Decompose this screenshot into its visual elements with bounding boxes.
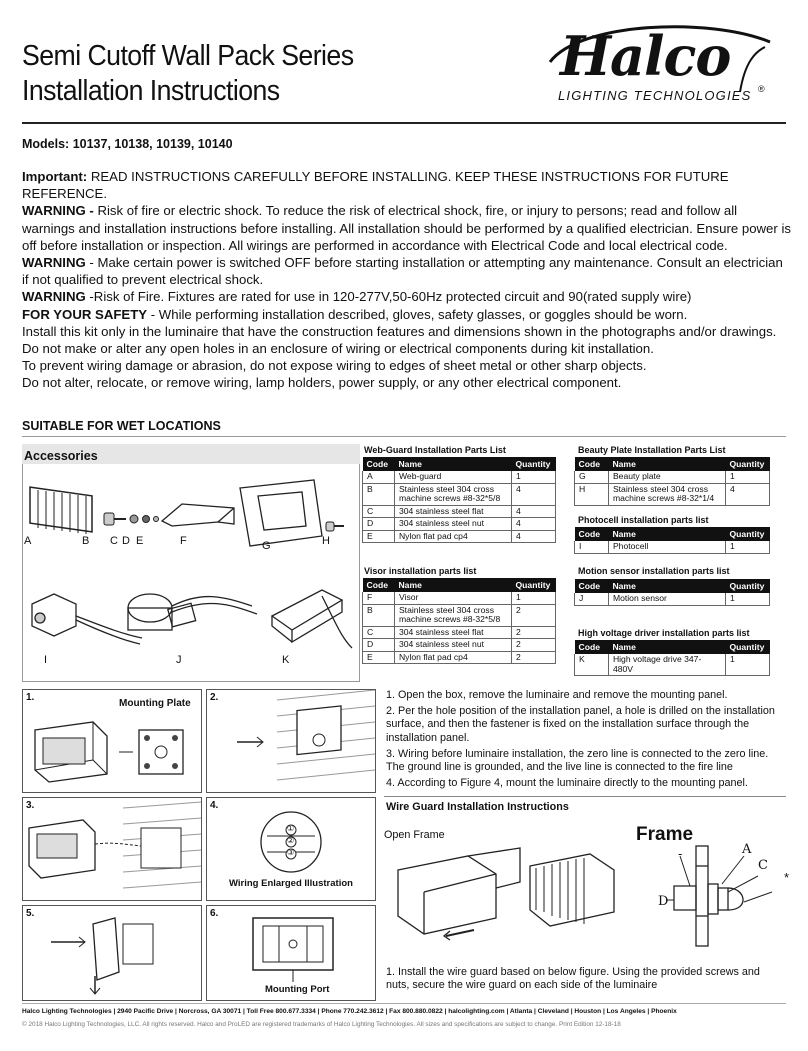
figure-5-drawing <box>23 906 201 1000</box>
suitable-wet-locations: SUITABLE FOR WET LOCATIONS <box>22 419 221 433</box>
paragraph-text: Do not alter, relocate, or remove wiring, lamp holders, power supply, or any other electrical component. <box>22 375 622 391</box>
photocell-drawing <box>32 594 142 644</box>
registered-mark: ® <box>758 84 765 94</box>
halco-logo <box>540 22 780 117</box>
table-row <box>363 505 556 518</box>
figure-1-number: 1. <box>26 692 35 703</box>
table-row <box>575 471 770 483</box>
table-row <box>363 626 556 639</box>
cell-name: Motion sensor <box>608 593 725 605</box>
cell-code: E <box>363 530 395 543</box>
cell-code: B <box>363 604 395 626</box>
figure-6 <box>206 905 376 1001</box>
section-divider <box>22 436 786 437</box>
wire-guard-title: Wire Guard Installation Instructions <box>386 801 569 813</box>
visor-table-title: Visor installation parts list <box>364 566 477 576</box>
paragraph-8 <box>22 374 792 391</box>
hv-table-title: High voltage driver installation parts list <box>578 628 750 638</box>
figure-4 <box>206 797 376 901</box>
cell-name: Stainless steel 304 cross machine screws #8-32*1/4 <box>608 483 725 505</box>
document-title-line2: Installation Instructions <box>22 75 280 107</box>
cell-name: Visor <box>394 592 511 604</box>
cell-code: H <box>575 483 609 505</box>
accessory-label-j: J <box>176 654 182 666</box>
cell-code: C <box>363 505 395 518</box>
step-1: 1. Open the box, remove the luminaire and remove the mounting panel. <box>386 689 728 701</box>
cell-code: D <box>363 639 395 652</box>
col-code: Code <box>575 527 609 541</box>
table-row <box>575 654 770 676</box>
wiring-mark-3: ③ <box>287 848 295 857</box>
cell-name: 304 stainless steel flat <box>394 505 511 518</box>
table-row <box>363 471 556 483</box>
cell-name: Web-guard <box>394 471 511 483</box>
table-row <box>575 483 770 505</box>
figure-3-number: 3. <box>26 800 35 811</box>
accessories-title: Accessories <box>24 449 98 463</box>
cell-name: 304 stainless steel nut <box>394 518 511 531</box>
beauty-plate-drawing <box>240 480 322 546</box>
accessory-label-f: F <box>180 535 187 547</box>
visor-drawing <box>162 504 234 526</box>
paragraph-1 <box>22 202 792 254</box>
accessory-label-d: D <box>122 535 130 547</box>
cell-name: Stainless steel 304 cross machine screws #8-32*5/8 <box>394 483 511 505</box>
photocell-table-title: Photocell installation parts list <box>578 515 709 525</box>
open-frame-label: Open Frame <box>384 829 445 841</box>
cell-qty: 1 <box>512 471 556 483</box>
table-row <box>363 651 556 664</box>
cell-qty: 4 <box>512 530 556 543</box>
hv-parts-table <box>574 640 770 676</box>
cell-code: E <box>363 651 395 664</box>
motion-sensor-drawing <box>128 594 257 630</box>
wire-guard-step: 1. Install the wire guard based on below figure. Using the provided screws and nuts, secure the wire guard on each side of the luminaire <box>386 966 760 992</box>
figure-1 <box>22 689 202 793</box>
paragraph-2 <box>22 254 792 288</box>
hv-driver-drawing <box>272 590 352 648</box>
motion-parts-table <box>574 579 770 606</box>
col-code: Code <box>575 579 609 593</box>
col-qty: Quantity <box>726 457 770 471</box>
paragraph-7 <box>22 357 792 374</box>
figure-3 <box>22 797 202 901</box>
table-row <box>575 541 770 553</box>
wire-guard-illustration <box>384 826 788 956</box>
paragraph-text: Do not make or alter any open holes in an enclosure of wiring or electrical components during kit installation. <box>22 341 654 357</box>
col-name: Name <box>608 457 725 471</box>
guarded-luminaire-drawing <box>530 854 614 926</box>
cell-code: C <box>363 626 395 639</box>
accessory-label-b: B <box>82 535 90 547</box>
paragraph-3 <box>22 288 792 305</box>
table-row <box>363 604 556 626</box>
logo-wordmark: Halco <box>560 24 731 88</box>
paragraph-5 <box>22 323 792 340</box>
figure-5 <box>22 905 202 1001</box>
webguard-table-title: Web-Guard Installation Parts List <box>364 445 506 455</box>
instructions-body <box>22 168 792 392</box>
cell-name: 304 stainless steel nut <box>394 639 511 652</box>
figure-6-number: 6. <box>210 908 219 919</box>
cell-qty: 2 <box>512 604 556 626</box>
table-row <box>363 518 556 531</box>
figure-5-number: 5. <box>26 908 35 919</box>
step-3: 3. Wiring before luminaire installation, the zero line is connected to the zero line. The ground line is grounded, and the live line is connected to the fire line <box>386 747 769 774</box>
cell-qty: 2 <box>512 651 556 664</box>
paragraph-lead: WARNING - <box>22 203 94 219</box>
frame-letter-dash: - <box>678 846 683 861</box>
col-qty: Quantity <box>726 640 770 654</box>
mounting-port-label: Mounting Port <box>265 984 330 995</box>
accessories-illustration <box>22 466 360 666</box>
wiring-mark-2: ② <box>287 836 295 845</box>
col-name: Name <box>608 579 725 593</box>
cell-qty: 4 <box>512 483 556 505</box>
cell-name: High voltage drive 347-480V <box>608 654 725 676</box>
cell-code: G <box>575 471 609 483</box>
beauty-table-title: Beauty Plate Installation Parts List <box>578 445 726 455</box>
wiring-mark-1: ① <box>287 824 295 833</box>
cell-code: A <box>363 471 395 483</box>
cell-code: J <box>575 593 609 605</box>
cell-qty: 2 <box>512 639 556 652</box>
frame-letter-star: * <box>784 870 790 885</box>
accessory-label-i: I <box>44 654 48 666</box>
cell-qty: 1 <box>726 471 770 483</box>
col-name: Name <box>394 457 511 471</box>
open-frame-drawing <box>398 848 520 940</box>
col-name: Name <box>608 527 725 541</box>
col-qty: Quantity <box>512 578 556 592</box>
paragraph-text: To prevent wiring damage or abrasion, do not expose wiring to edges of sheet metal or other sharp objects. <box>22 358 647 374</box>
paragraph-text: -Risk of Fire. Fixtures are rated for use in 120-277V,50-60Hz protected circuit and 90(rated supply wire) <box>85 289 692 305</box>
paragraph-text: Risk of fire or electric shock. To reduce the risk of electrical shock, fire, or injury to persons; read and follow all warnings and installation instructions before installing. All installation should be performed by a qualified electrician. Ensure power is off before installation or inspection. All wirings are performed in accordance with Electrical Code and local electrical code. <box>22 203 791 253</box>
step-4: 4. According to Figure 4, mount the luminaire directly to the mounting panel. <box>386 777 748 790</box>
paragraph-4 <box>22 306 792 323</box>
installation-steps <box>386 689 786 793</box>
paragraph-lead: WARNING <box>22 255 86 271</box>
paragraph-text: - While performing installation described, gloves, safety glasses, or goggles should be worn. <box>147 306 688 322</box>
col-code: Code <box>575 457 609 471</box>
table-row <box>363 592 556 604</box>
figure-4-number: 4. <box>210 800 219 811</box>
accessory-label-h: H <box>322 535 330 547</box>
mounting-plate-label: Mounting Plate <box>119 698 191 709</box>
paragraph-lead: WARNING <box>22 289 86 305</box>
document-title-line1: Semi Cutoff Wall Pack Series <box>22 40 354 72</box>
table-row <box>363 639 556 652</box>
step-2: 2. Per the hole position of the installation panel, a hole is drilled on the installation surface, and then the fastener is fixed on the installation surface through the installation panel. <box>386 705 775 744</box>
frame-detail-drawing <box>666 846 772 946</box>
paragraph-text: - Make certain power is switched OFF before starting installation or attempting any maintenance. Consult an electrician if not qualified to prevent electrical shock. <box>22 255 783 288</box>
figure-2-drawing <box>207 690 375 792</box>
cell-name: Stainless steel 304 cross machine screws #8-32*5/8 <box>394 604 511 626</box>
models-line: Models: 10137, 10138, 10139, 10140 <box>22 137 233 151</box>
cell-qty: 1 <box>512 592 556 604</box>
col-code: Code <box>363 457 395 471</box>
header-divider <box>22 122 786 124</box>
paragraph-text: Install this kit only in the luminaire that have the construction features and dimensions shown in the photographs and/or drawings. <box>22 323 777 339</box>
paragraph-0 <box>22 168 792 202</box>
cell-code: B <box>363 483 395 505</box>
accessory-label-e: E <box>136 535 144 547</box>
footer-copyright: © 2018 Halco Lighting Technologies, LLC. All rights reserved. Halco and ProLED are registered trademarks of Halco Lighting Technologies. All sizes and specifications are subject to change. Print Edition 12-18-18 <box>22 1021 621 1028</box>
beauty-parts-table <box>574 457 770 506</box>
cell-code: F <box>363 592 395 604</box>
table-row <box>363 483 556 505</box>
col-name: Name <box>608 640 725 654</box>
cell-name: 304 stainless steel flat <box>394 626 511 639</box>
cell-qty: 1 <box>726 593 770 605</box>
cell-name: Beauty plate <box>608 471 725 483</box>
col-code: Code <box>575 640 609 654</box>
hardware-drawing <box>104 513 159 525</box>
frame-letter-c: C <box>758 858 768 873</box>
figure-3-drawing <box>23 798 201 900</box>
screw-h-drawing <box>326 522 344 531</box>
paragraph-text: READ INSTRUCTIONS CAREFULLY BEFORE INSTALLING. KEEP THESE INSTRUCTIONS FOR FUTURE REFERENCE. <box>22 169 729 202</box>
frame-letter-d: D <box>658 894 669 909</box>
frame-letter-a: A <box>742 842 752 857</box>
motion-table-title: Motion sensor installation parts list <box>578 566 730 576</box>
cell-qty: 4 <box>726 483 770 505</box>
cell-qty: 4 <box>512 518 556 531</box>
visor-parts-table <box>362 578 556 664</box>
logo-subtitle: LIGHTING TECHNOLOGIES <box>558 88 752 103</box>
col-qty: Quantity <box>512 457 556 471</box>
col-qty: Quantity <box>726 527 770 541</box>
photocell-parts-table <box>574 527 770 554</box>
cell-qty: 4 <box>512 505 556 518</box>
col-code: Code <box>363 578 395 592</box>
paragraph-lead: FOR YOUR SAFETY <box>22 306 148 322</box>
accessory-label-g: G <box>262 540 271 552</box>
accessory-label-a: A <box>24 535 32 547</box>
accessory-label-c: C <box>110 535 118 547</box>
cell-code: I <box>575 541 609 553</box>
figure-2-number: 2. <box>210 692 219 703</box>
cell-qty: 1 <box>726 541 770 553</box>
footer-divider <box>22 1003 786 1004</box>
webguard-parts-table <box>362 457 556 543</box>
cell-name: Nylon flat pad cp4 <box>394 530 511 543</box>
accessory-label-k: K <box>282 654 290 666</box>
cell-qty: 2 <box>512 626 556 639</box>
cell-name: Nylon flat pad cp4 <box>394 651 511 664</box>
web-guard-drawing <box>30 487 92 534</box>
wire-guard-divider <box>384 796 786 797</box>
cell-name: Photocell <box>608 541 725 553</box>
figure-2 <box>206 689 376 793</box>
col-name: Name <box>394 578 511 592</box>
cell-qty: 1 <box>726 654 770 676</box>
table-row <box>575 593 770 605</box>
table-row <box>363 530 556 543</box>
wiring-enlarged-label: Wiring Enlarged Illustration <box>229 878 353 889</box>
frame-label: Frame <box>636 824 694 845</box>
cell-code: D <box>363 518 395 531</box>
paragraph-6 <box>22 340 792 357</box>
col-qty: Quantity <box>726 579 770 593</box>
paragraph-lead: Important: <box>22 169 88 184</box>
footer-contact: Halco Lighting Technologies | 2940 Pacific Drive | Norcross, GA 30071 | Toll Free 800.677.3334 | Phone 770.242.3612 | Fax 800.880.0822 | halcolighting.com | Atlanta | Cleveland | Houston | Los Angeles | Phoenix <box>22 1008 677 1015</box>
cell-code: K <box>575 654 609 676</box>
